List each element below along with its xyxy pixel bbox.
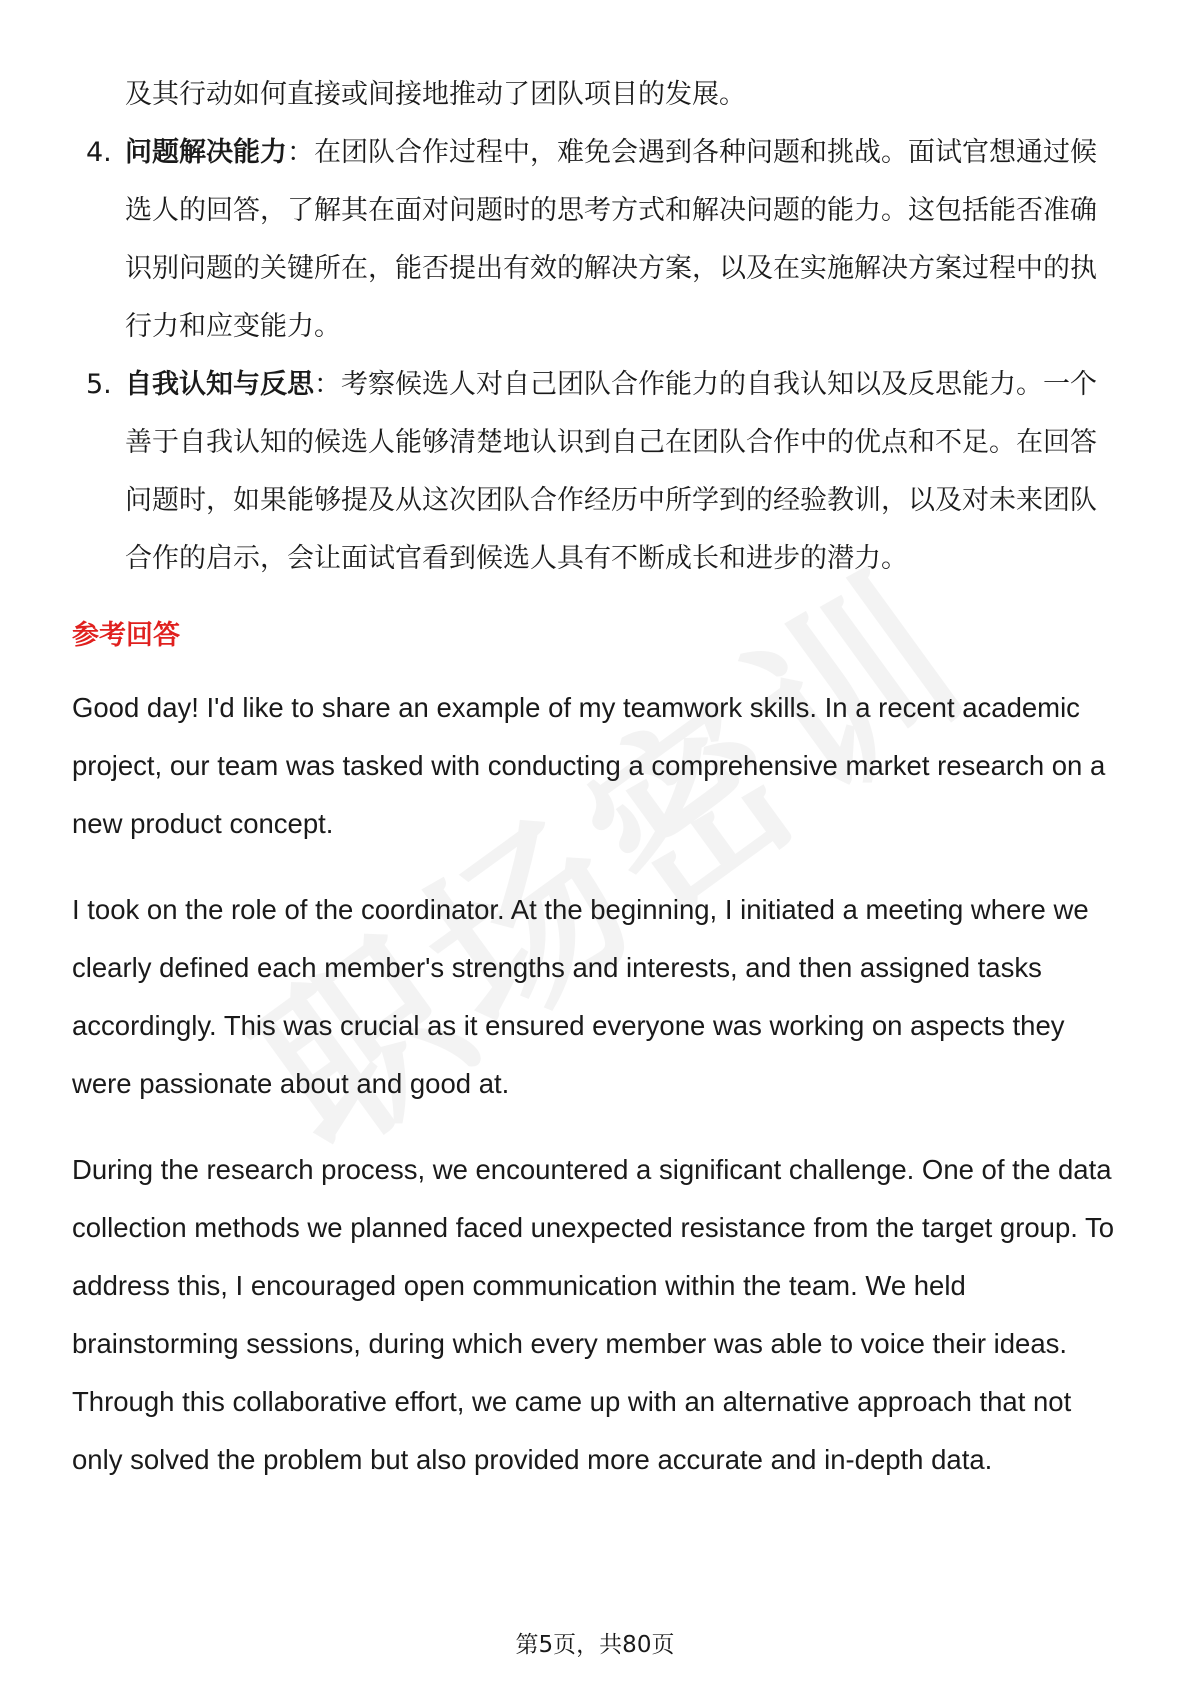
answer-paragraph: Good day! I'd like to share an example of my teamwork skills. In a recent academic project, our team was tasked with conducting a comprehensive market research on a new product concept. bbox=[72, 692, 1106, 839]
list-item-number: 4. bbox=[86, 137, 112, 168]
list-item-title: 问题解决能力 bbox=[125, 137, 287, 168]
page-content bbox=[72, 66, 1118, 1489]
list-item bbox=[72, 356, 1118, 588]
list-item-number: 5. bbox=[86, 369, 112, 400]
list-item-body: ：考察候选人对自己团队合作能力的自我认知以及反思能力。一个善于自我认知的候选人能够清楚地认识到自己在团队合作中的优点和不足。在回答问题时，如果能够提及从这次团队合作经历中所学到的经验教训，以及对未来团队合作的启示，会让面试官看到候选人具有不断成长和进步的潜力。 bbox=[125, 369, 1097, 574]
section-title: 参考回答 bbox=[72, 620, 180, 651]
page-footer: 第5页，共80页 bbox=[515, 1632, 675, 1658]
list-item-body: ：在团队合作过程中，难免会遇到各种问题和挑战。面试官想通过候选人的回答，了解其在面对问题时的思考方式和解决问题的能力。这包括能否准确识别问题的关键所在，能否提出有效的解决方案，以及在实施解决方案过程中的执行力和应变能力。 bbox=[125, 137, 1097, 342]
list-item bbox=[72, 124, 1118, 356]
continuation-text: 及其行动如何直接或间接地推动了团队项目的发展。 bbox=[125, 79, 746, 110]
answer-paragraph: I took on the role of the coordinator. At the beginning, I initiated a meeting where we clearly defined each member's strengths and interests, and then assigned tasks accordingly. This was crucial as it ensured everyone was working on aspects they were passionate about and good at. bbox=[72, 894, 1089, 1099]
list-item-title: 自我认知与反思 bbox=[125, 369, 314, 400]
answer-paragraph: During the research process, we encountered a significant challenge. One of the data collection methods we planned faced unexpected resistance from the target group. To address this, I encouraged open communication within the team. We held brainstorming sessions, during which every member was able to voice their ideas. Through this collaborative effort, we came up with an alternative approach that not only solved the problem but also provided more accurate and in-depth data. bbox=[72, 1154, 1115, 1475]
